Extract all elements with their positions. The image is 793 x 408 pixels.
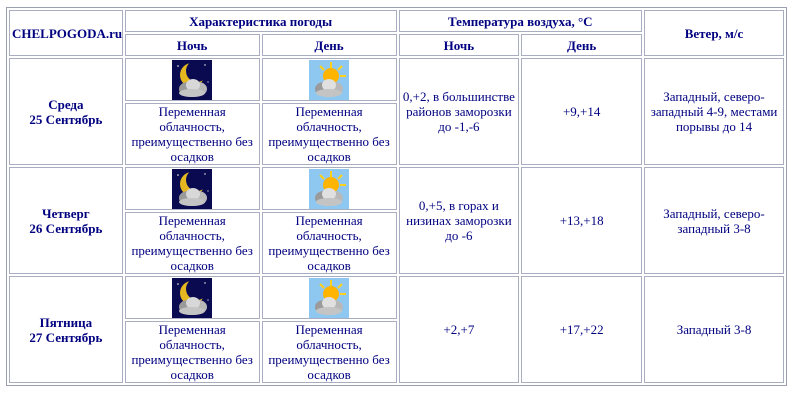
temperature-header: Температура воздуха, °С (399, 10, 643, 32)
day-cell (9, 167, 123, 274)
temp-day: +9,+14 (521, 58, 642, 165)
temp-night: 0,+5, в горах и низинах заморозки до -6 (399, 167, 520, 274)
day-desc: Переменная облачность, преимущественно без осадков (262, 103, 397, 165)
sun-cloud-icon (309, 278, 349, 318)
day-cell (9, 276, 123, 383)
night-icon-cell (125, 276, 260, 319)
day-desc: Переменная облачность, преимущественно без осадков (262, 212, 397, 274)
weekday: Четверг (42, 205, 90, 221)
night-desc: Переменная облачность, преимущественно без осадков (125, 212, 260, 274)
wind: Западный, северо-западный 4-9, местами порывы до 14 (644, 58, 784, 165)
temp-night: +2,+7 (399, 276, 520, 383)
wind-header: Ветер, м/с (644, 10, 784, 56)
moon-cloud-icon (172, 60, 212, 100)
weather-night-header: Ночь (125, 34, 260, 56)
moon-cloud-icon (172, 169, 212, 209)
day-icon-cell (262, 167, 397, 210)
forecast-row (9, 167, 784, 210)
weekday: Среда (48, 96, 84, 112)
forecast-row (9, 58, 784, 101)
forecast-table (6, 7, 787, 386)
night-desc: Переменная облачность, преимущественно без осадков (125, 321, 260, 383)
temp-day: +13,+18 (521, 167, 642, 274)
day-cell (9, 58, 123, 165)
header-row (9, 10, 784, 32)
forecast-row (9, 276, 784, 319)
wind: Западный, северо-западный 3-8 (644, 167, 784, 274)
day-icon-cell (262, 276, 397, 319)
date: 25 Сентябрь (29, 111, 103, 127)
day-desc: Переменная облачность, преимущественно без осадков (262, 321, 397, 383)
weather-header: Характеристика погоды (125, 10, 397, 32)
temp-day-header: День (521, 34, 642, 56)
temp-day: +17,+22 (521, 276, 642, 383)
night-icon-cell (125, 58, 260, 101)
night-desc: Переменная облачность, преимущественно без осадков (125, 103, 260, 165)
site-name: CHELPOGODA.ru (9, 10, 123, 56)
sun-cloud-icon (309, 169, 349, 209)
date: 27 Сентябрь (29, 329, 103, 345)
sun-cloud-icon (309, 60, 349, 100)
temp-night: 0,+2, в большинстве районов заморозки до -1,-6 (399, 58, 520, 165)
temp-night-header: Ночь (399, 34, 520, 56)
date: 26 Сентябрь (29, 220, 103, 236)
night-icon-cell (125, 167, 260, 210)
weather-day-header: День (262, 34, 397, 56)
day-icon-cell (262, 58, 397, 101)
wind: Западный 3-8 (644, 276, 784, 383)
weekday: Пятница (39, 314, 93, 330)
moon-cloud-icon (172, 278, 212, 318)
